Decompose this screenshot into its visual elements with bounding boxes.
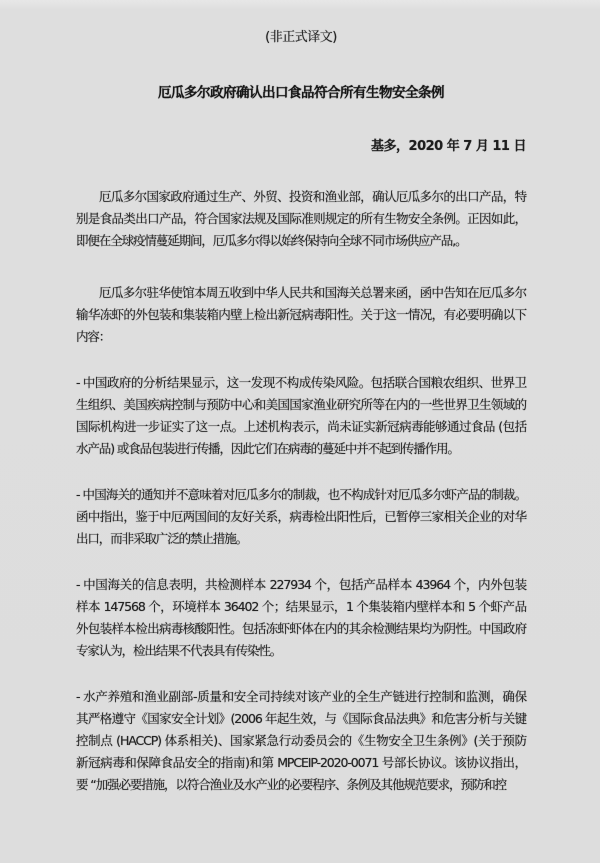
text-line: 专家认为，检出结果不代表具有传染性。 bbox=[76, 643, 282, 658]
bullet-paragraph bbox=[76, 686, 526, 796]
bullet-paragraph bbox=[76, 484, 526, 550]
text-line: 水产品) 或食品包装进行传播，因此它们在病毒的蔓延中并不起到传播作用。 bbox=[76, 441, 459, 456]
bullet-paragraph bbox=[76, 574, 526, 662]
text-line: 输华冻虾的外包装和集装箱内壁上检出新冠病毒阳性。关于这一情况，有必要明确以下 bbox=[76, 307, 526, 322]
translation-note: (非正式译文) bbox=[265, 30, 337, 45]
body-paragraph bbox=[76, 186, 526, 252]
body-paragraph bbox=[76, 282, 526, 348]
text-line: 国际机构进一步证实了这一点。上述机构表示，尚未证实新冠病毒能够通过食品 (包括 bbox=[76, 419, 526, 434]
text-line: 要 “加强必要措施，以符合渔业及水产业的必要程序、条例及其他规范要求，预防和控 bbox=[76, 777, 507, 792]
text-line: - 中国海关的通知并不意味着对厄瓜多尔的制裁，也不构成针对厄瓜多尔虾产品的制裁。 bbox=[76, 487, 526, 502]
document-title: 厄瓜多尔政府确认出口食品符合所有生物安全条例 bbox=[158, 85, 444, 101]
text-line: 控制点 (HACCP) 体系相关)、国家紧急行动委员会的《生物安全卫生条例》(关于预防 bbox=[76, 733, 526, 748]
text-line: 出口，而非采取广泛的禁止措施。 bbox=[76, 531, 248, 546]
text-line: 别是食品类出口产品，符合国家法规及国际准则规定的所有生物安全条例。正因如此， bbox=[76, 211, 526, 226]
text-line: - 水产养殖和渔业副部-质量和安全司持续对该产业的全生产链进行控制和监测，确保 bbox=[76, 689, 526, 704]
text-line: 内容： bbox=[76, 329, 111, 344]
text-line: 生组织、美国疾病控制与预防中心和美国国家渔业研究所等在内的一些世界卫生领域的 bbox=[76, 397, 526, 412]
text-line: 函中指出，鉴于中厄两国间的友好关系，病毒检出阳性后，已暂停三家相关企业的对华 bbox=[76, 509, 526, 524]
text-line: 厄瓜多尔国家政府通过生产、外贸、投资和渔业部，确认厄瓜多尔的出口产品，特 bbox=[99, 189, 526, 204]
text-line: - 中国政府的分析结果显示，这一发现不构成传染风险。包括联合国粮农组织、世界卫 bbox=[76, 375, 526, 390]
text-line: 新冠病毒和保障食品安全的指南)和第 MPCEIP-2020-0071 号部长协议。该协议指出， bbox=[76, 755, 526, 770]
text-line: - 中国海关的信息表明，共检测样本 227934 个，包括产品样本 43964 个，内外包装 bbox=[76, 577, 526, 592]
text-line: 即便在全球疫情蔓延期间，厄瓜多尔得以始终保持向全球不同市场供应产品,。 bbox=[76, 233, 467, 248]
text-line: 其严格遵守《国家安全计划》(2006 年起生效，与《国际食品法典》和危害分析与关键 bbox=[76, 711, 526, 726]
text-line: 样本 147568 个，环境样本 36402 个；结果显示，1 个集装箱内壁样本和 5 个虾产品 bbox=[76, 599, 526, 614]
text-line: 外包装样本检出病毒核酸阳性。包括冻虾虾体在内的其余检测结果均为阴性。中国政府 bbox=[76, 621, 526, 636]
dateline: 基多，2020 年 7 月 11 日 bbox=[371, 139, 526, 154]
text-line: 厄瓜多尔驻华使馆本周五收到中华人民共和国海关总署来函，函中告知在厄瓜多尔 bbox=[99, 285, 526, 300]
paragraphs-container bbox=[76, 186, 526, 796]
bullet-paragraph bbox=[76, 372, 526, 460]
